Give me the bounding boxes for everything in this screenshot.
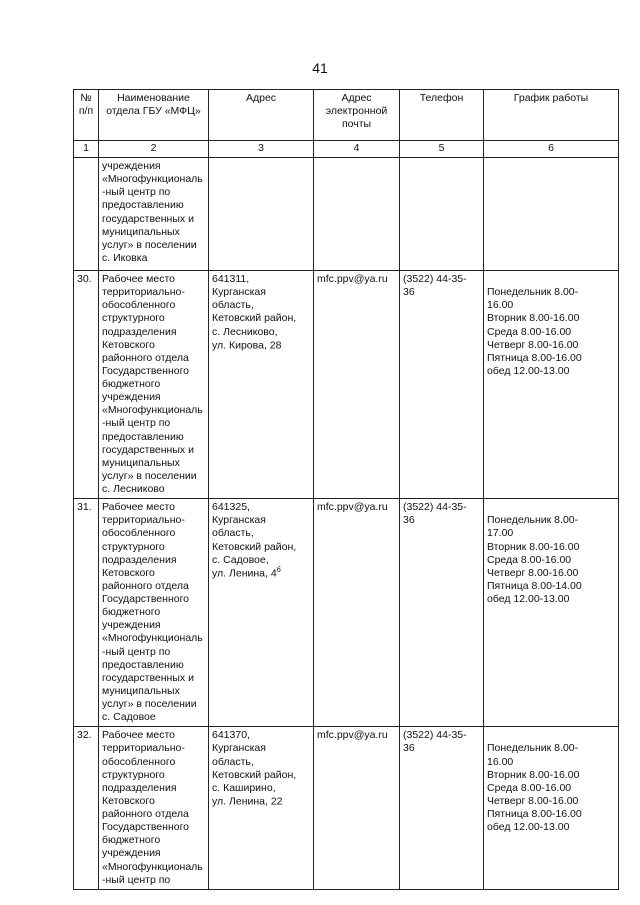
table-row bbox=[74, 727, 619, 890]
address-text: 641325, Курганская область, Кетовский район, с. Садовое, ул. Ленина, 4 bbox=[212, 501, 297, 580]
cell-phone: (3522) 44-35- 36 bbox=[400, 271, 484, 499]
cell-phone bbox=[400, 158, 484, 271]
column-number: 6 bbox=[484, 141, 619, 158]
mfc-offices-table bbox=[73, 89, 619, 890]
schedule-line: Вторник 8.00-16.00 bbox=[487, 540, 580, 553]
schedule-line: Пятница 8.00-16.00 bbox=[487, 351, 582, 364]
cell-address bbox=[209, 158, 314, 271]
header-num: № п/п bbox=[74, 90, 99, 141]
schedule-line: обед 12.00-13.00 bbox=[487, 821, 570, 834]
cell-num: 32. bbox=[74, 727, 99, 890]
schedule-line: обед 12.00-13.00 bbox=[487, 364, 570, 377]
cell-address bbox=[209, 727, 314, 890]
header-name: Наименование отдела ГБУ «МФЦ» bbox=[99, 90, 209, 141]
header-address: Адрес bbox=[209, 90, 314, 141]
cell-schedule bbox=[484, 499, 619, 727]
schedule-line: Среда 8.00-16.00 bbox=[487, 325, 572, 338]
cell-address bbox=[209, 271, 314, 499]
header-phone: Телефон bbox=[400, 90, 484, 141]
cell-schedule bbox=[484, 727, 619, 890]
schedule-line: Понедельник 8.00- 16.00 bbox=[487, 742, 579, 768]
schedule-line: Четверг 8.00-16.00 bbox=[487, 566, 579, 579]
cell-phone: (3522) 44-35- 36 bbox=[400, 727, 484, 890]
cell-name: Рабочее место территориально- обособленного структурного подразделения Кетовского районного отдела Государственного бюджетного учреждения «Многофункциональ -ный центр по bbox=[99, 727, 209, 890]
schedule-line: Четверг 8.00-16.00 bbox=[487, 794, 579, 807]
cell-schedule bbox=[484, 271, 619, 499]
cell-phone: (3522) 44-35- 36 bbox=[400, 499, 484, 727]
column-number: 4 bbox=[314, 141, 400, 158]
cell-name: Рабочее место территориально- обособленного структурного подразделения Кетовского районного отдела Государственного бюджетного учреждения «Многофункциональ -ный центр по предоставлению государственных и муниципальных услуг» в поселении с. Садовое bbox=[99, 499, 209, 727]
address-text: 641370, Курганская область, Кетовский район, с. Каширино, ул. Ленина, 22 bbox=[212, 729, 297, 808]
header-row bbox=[74, 90, 619, 141]
column-number: 5 bbox=[400, 141, 484, 158]
schedule-line: Понедельник 8.00- 17.00 bbox=[487, 514, 579, 540]
schedule-line: Понедельник 8.00- 16.00 bbox=[487, 286, 579, 312]
cell-num bbox=[74, 158, 99, 271]
schedule-line: Четверг 8.00-16.00 bbox=[487, 338, 579, 351]
table-row bbox=[74, 271, 619, 499]
table-row-continuation bbox=[74, 158, 619, 271]
schedule-line: Вторник 8.00-16.00 bbox=[487, 312, 580, 325]
column-number: 3 bbox=[209, 141, 314, 158]
cell-email: mfc.ppv@ya.ru bbox=[314, 727, 400, 890]
page-number: 41 bbox=[312, 60, 328, 76]
header-email: Адрес электронной почты bbox=[314, 90, 400, 141]
schedule-line: Пятница 8.00-14.00 bbox=[487, 579, 582, 592]
cell-name: Рабочее место территориально- обособленного структурного подразделения Кетовского районного отдела Государственного бюджетного учреждения «Многофункциональ -ный центр по предоставлению государственных и муниципальных услуг» в поселении с. Лесниково bbox=[99, 271, 209, 499]
column-number: 2 bbox=[99, 141, 209, 158]
cell-email bbox=[314, 158, 400, 271]
schedule-line: Среда 8.00-16.00 bbox=[487, 781, 572, 794]
cell-schedule bbox=[484, 158, 619, 271]
cell-num: 31. bbox=[74, 499, 99, 727]
schedule-line: Среда 8.00-16.00 bbox=[487, 553, 572, 566]
cell-num: 30. bbox=[74, 271, 99, 499]
cell-email: mfc.ppv@ya.ru bbox=[314, 271, 400, 499]
cell-email: mfc.ppv@ya.ru bbox=[314, 499, 400, 727]
schedule-line: Вторник 8.00-16.00 bbox=[487, 768, 580, 781]
cell-name: учреждения «Многофункциональ -ный центр по предоставлению государственных и муниципальных услуг» в поселении с. Иковка bbox=[99, 158, 209, 271]
address-text: 641311, Курганская область, Кетовский район, с. Лесниково, ул. Кирова, 28 bbox=[212, 273, 297, 352]
column-numbers-row bbox=[74, 141, 619, 158]
address-superscript: б bbox=[276, 566, 281, 574]
schedule-line: Пятница 8.00-16.00 bbox=[487, 808, 582, 820]
table-row bbox=[74, 499, 619, 727]
cell-address bbox=[209, 499, 314, 727]
column-number: 1 bbox=[74, 141, 99, 158]
schedule-line: обед 12.00-13.00 bbox=[487, 593, 570, 605]
header-schedule: График работы bbox=[484, 90, 619, 141]
